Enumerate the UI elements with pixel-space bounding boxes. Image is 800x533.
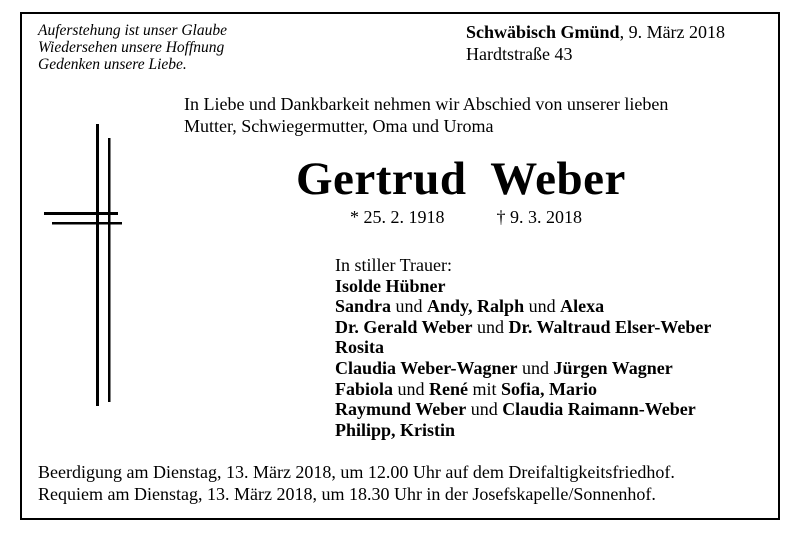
motto: [38, 22, 227, 73]
mourners-list: [335, 255, 711, 440]
intro-line-1: In Liebe und Dankbarkeit nehmen wir Abschied von unserer lieben: [184, 94, 669, 114]
mourner-line: Isolde Hübner: [335, 275, 446, 296]
mourner-line: Sandra und Andy, Ralph und Alexa: [335, 296, 605, 317]
place-and-date: [466, 21, 725, 65]
farewell-intro: [184, 93, 668, 137]
street-address: Hardtstraße 43: [466, 44, 573, 64]
mourner-line: Raymund Weber und Claudia Raimann-Weber: [335, 399, 696, 420]
notice-date: , 9. März 2018: [619, 22, 726, 42]
mourner-line: Dr. Gerald Weber und Dr. Waltraud Elser-Weber: [335, 316, 712, 337]
deceased-name: Gertrud Weber: [296, 153, 626, 205]
cross-icon: [44, 124, 124, 406]
mourners-heading: In stiller Trauer:: [335, 255, 452, 275]
requiem-info: Requiem am Dienstag, 13. März 2018, um 18.30 Uhr in der Josefskapelle/Sonnenhof.: [38, 484, 656, 504]
motto-line-1: Auferstehung ist unser Glaube: [38, 22, 227, 39]
motto-line-3: Gedenken unsere Liebe.: [38, 56, 187, 73]
service-details: [38, 461, 675, 505]
mourner-line: Claudia Weber-Wagner und Jürgen Wagner: [335, 357, 673, 378]
mourner-line: Rosita: [335, 337, 384, 358]
burial-info: Beerdigung am Dienstag, 13. März 2018, um 12.00 Uhr auf dem Dreifaltigkeitsfriedhof.: [38, 462, 675, 482]
life-dates: [350, 206, 582, 228]
mourner-line: Fabiola und René mit Sofia, Mario: [335, 378, 598, 399]
motto-line-2: Wiedersehen unsere Hoffnung: [38, 39, 225, 56]
mourner-line: Philipp, Kristin: [335, 419, 456, 440]
birth-date: * 25. 2. 1918: [350, 207, 445, 227]
city: Schwäbisch Gmünd: [466, 22, 620, 42]
intro-line-2: Mutter, Schwiegermutter, Oma und Uroma: [184, 116, 494, 136]
death-date: † 9. 3. 2018: [496, 207, 582, 227]
